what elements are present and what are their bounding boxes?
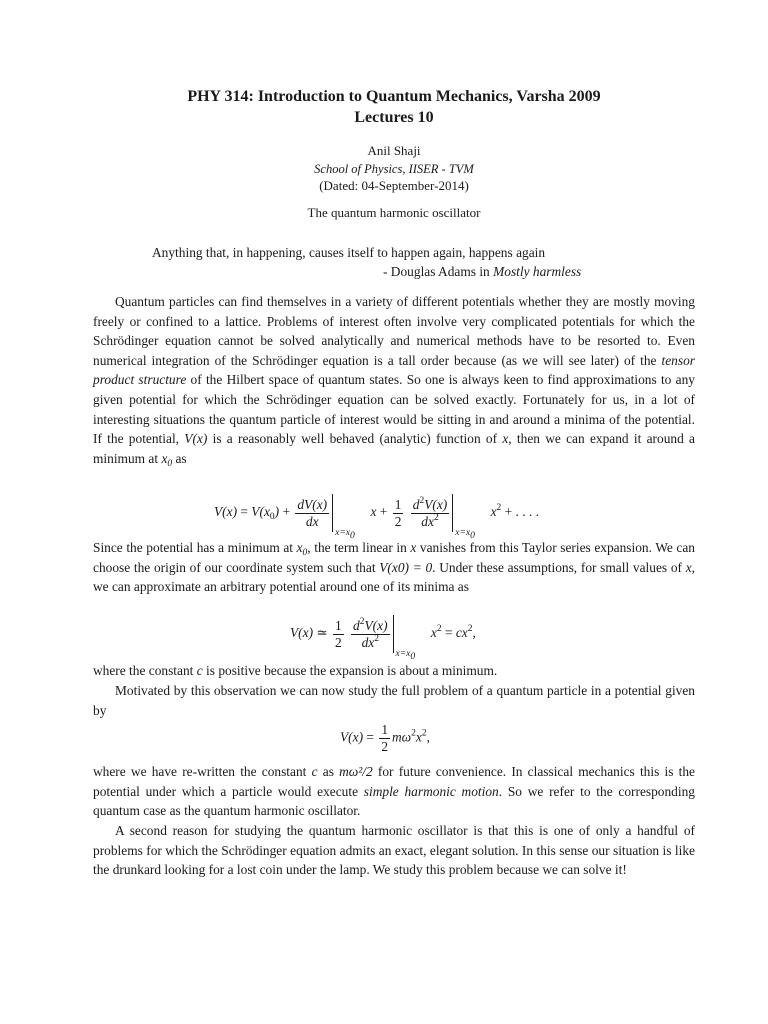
p5-text-d: . So we refer to the corresponding quantum case as the quantum harmonic oscillator. — [93, 783, 695, 819]
dated-line: (Dated: 04-September-2014) — [319, 178, 469, 193]
paragraph-5 — [93, 762, 695, 821]
p1-text-a: Quantum particles can find themselves in a variety of different potentials whether they are mostly moving freely or confined to a lattice. Problems of interest often involve very complicated potentials for which the Schrödinger equation cannot be solved analytically and numerical methods have to be resorted to. Even numerical integration of the Schrödinger equation is a tall order because (as we will see later) of the — [93, 294, 695, 368]
paragraph-1 — [93, 292, 695, 468]
math-Vx0-zero: V(x0) = 0 — [379, 559, 433, 575]
harmonic-potential-equation: V(x) = $\frac{1}{2}$ $m\omega^2x^2$, — [340, 722, 430, 754]
p3-text-b: is positive because the expansion is about a minimum. — [202, 663, 498, 678]
paragraph-4: Motivated by this observation we can now study the full problem of a quantum particle in a potential given by — [93, 683, 695, 718]
p2-text-a: Since the potential has a minimum at — [93, 540, 297, 555]
p1-text-c: is a reasonably well behaved (analytic) function of — [207, 431, 503, 447]
paragraph-2 — [93, 538, 695, 597]
math-x-2: x — [410, 540, 417, 555]
lecture-topic: The quantum harmonic oscillator — [307, 205, 481, 220]
math-c: c — [196, 663, 203, 678]
p5-text-c: for future convenience. In classical mechanics this is the potential under which a particle would execute — [93, 764, 695, 799]
math-c-2: c — [311, 764, 318, 779]
paragraph-6: A second reason for studying the quantum harmonic oscillator is that this is one of only a handful of problems for which the Schrödinger equation admits an exact, elegant solution. In this sense our situation is like the drunkard looking for a lost coin under the lamp. We study this problem because we can solve it! — [93, 823, 695, 878]
p1-emphasis: tensor product structure — [93, 352, 695, 388]
math-x0: $x_0$ — [161, 450, 173, 469]
math-x0-2: $x_0$ — [296, 540, 308, 558]
epigraph-attribution — [383, 264, 581, 280]
document-title: PHY 314: Introduction to Quantum Mechanics, Varsha 2009 — [187, 88, 601, 105]
lecture-number: Lectures 10 — [354, 109, 434, 126]
math-m-omega: mω²/2 — [339, 764, 373, 779]
p1-text-e: as — [172, 450, 187, 466]
paragraph-3 — [93, 661, 695, 681]
p2-text-c: vanishes from this Taylor series expansion. We can choose the origin of our coordinate system such that — [93, 540, 695, 575]
p2-text-b: , the term linear in — [307, 540, 411, 555]
p5-text-a: where we have re-written the constant — [93, 764, 312, 779]
quadratic-approx-equation: V(x) ≃ $\frac{1}{2}$ $\frac{d^2V(x)}{dx^2}$ $x=x_0$ $x^2 = cx^2$, — [290, 616, 476, 662]
p2-text-e: , we can approximate an arbitrary potential around one of its minima as — [93, 559, 695, 595]
p3-text-a: where the constant — [93, 663, 197, 678]
epigraph-quote: Anything that, in happening, causes itself to happen again, happens again — [152, 245, 546, 260]
p5-emphasis: simple harmonic motion — [363, 783, 499, 799]
math-x-3: x — [685, 559, 692, 575]
math-Vx: V(x) — [184, 431, 208, 447]
p5-text-b: as — [317, 764, 340, 779]
attribution-title: Mostly harmless — [493, 264, 582, 279]
p2-text-d: . Under these assumptions, for small values of — [432, 559, 686, 575]
p1-text-d: , then we can expand it around a minimum at — [93, 431, 695, 466]
attribution-prefix: - Douglas Adams in — [383, 264, 494, 279]
author-name: Anil Shaji — [367, 143, 421, 158]
math-x: x — [502, 431, 509, 447]
author-affiliation: School of Physics, IISER - TVM — [314, 162, 474, 176]
taylor-expansion-equation: $V(x) = V(x_0)$ + $\frac{dV(x)}{dx}$ $x=x_0$ x + $\frac{1}{2}$ $\frac{d^2V(x)}{dx^2}$ $x=x_0$ $x^2$ + . . . . — [214, 495, 539, 541]
p1-text-b: of the Hilbert space of quantum states. So one is always keen to find approximations to any given potential for which the Schrödinger equation can be solved exactly. Fortunately for us, in a lot of interesting situations the quantum particle of interest would be sitting in and around a minima of the potential. If the potential, — [93, 372, 695, 447]
